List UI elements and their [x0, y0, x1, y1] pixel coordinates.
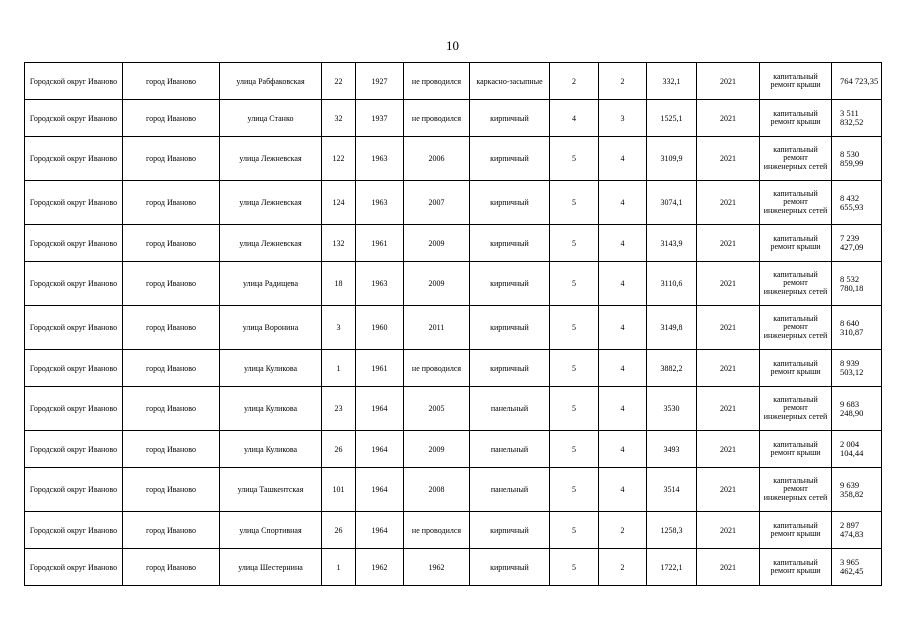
area-cell: 3882,2 [647, 350, 697, 387]
year-built-cell: 1963 [356, 181, 404, 225]
wall-material-cell: кирпичный [470, 262, 550, 306]
area-cell: 1525,1 [647, 100, 697, 137]
wall-material-cell: панельный [470, 431, 550, 468]
table-row [25, 63, 882, 100]
house-number-cell: 124 [322, 181, 356, 225]
cost-cell: 2 897 474,83 [832, 512, 882, 549]
floors-cell: 2 [550, 63, 599, 100]
district-cell: Городской округ Иваново [25, 100, 123, 137]
street-cell: улица Лежневская [220, 137, 322, 181]
wall-material-cell: кирпичный [470, 306, 550, 350]
city-cell: город Иваново [123, 468, 220, 512]
entrances-cell: 3 [599, 100, 647, 137]
wall-material-cell: кирпичный [470, 549, 550, 586]
plan-year-cell: 2021 [697, 225, 760, 262]
house-number-cell: 3 [322, 306, 356, 350]
floors-cell: 5 [550, 350, 599, 387]
entrances-cell: 2 [599, 512, 647, 549]
last-repair-cell: 2009 [404, 262, 470, 306]
street-cell: улица Рабфаковская [220, 63, 322, 100]
plan-year-cell: 2021 [697, 100, 760, 137]
work-type-cell: капитальный ремонт крыши [760, 350, 832, 387]
year-built-cell: 1964 [356, 387, 404, 431]
district-cell: Городской округ Иваново [25, 137, 123, 181]
cost-cell: 3 965 462,45 [832, 549, 882, 586]
street-cell: улица Станко [220, 100, 322, 137]
entrances-cell: 4 [599, 137, 647, 181]
cost-cell: 2 004 104,44 [832, 431, 882, 468]
floors-cell: 4 [550, 100, 599, 137]
entrances-cell: 2 [599, 63, 647, 100]
street-cell: улица Куликова [220, 350, 322, 387]
table-row [25, 468, 882, 512]
plan-year-cell: 2021 [697, 512, 760, 549]
work-type-cell: капитальный ремонт инженерных сетей [760, 137, 832, 181]
plan-year-cell: 2021 [697, 468, 760, 512]
year-built-cell: 1937 [356, 100, 404, 137]
table-row [25, 262, 882, 306]
floors-cell: 5 [550, 306, 599, 350]
street-cell: улица Куликова [220, 387, 322, 431]
cost-cell: 8 432 655,93 [832, 181, 882, 225]
city-cell: город Иваново [123, 137, 220, 181]
wall-material-cell: кирпичный [470, 512, 550, 549]
area-cell: 3109,9 [647, 137, 697, 181]
year-built-cell: 1964 [356, 431, 404, 468]
table-body [25, 63, 882, 586]
house-number-cell: 1 [322, 350, 356, 387]
plan-year-cell: 2021 [697, 181, 760, 225]
city-cell: город Иваново [123, 512, 220, 549]
table-row [25, 137, 882, 181]
plan-year-cell: 2021 [697, 549, 760, 586]
floors-cell: 5 [550, 387, 599, 431]
entrances-cell: 4 [599, 350, 647, 387]
city-cell: город Иваново [123, 549, 220, 586]
district-cell: Городской округ Иваново [25, 549, 123, 586]
cost-cell: 8 939 503,12 [832, 350, 882, 387]
house-number-cell: 122 [322, 137, 356, 181]
district-cell: Городской округ Иваново [25, 181, 123, 225]
table-row [25, 431, 882, 468]
year-built-cell: 1961 [356, 225, 404, 262]
table-row [25, 181, 882, 225]
year-built-cell: 1963 [356, 262, 404, 306]
entrances-cell: 4 [599, 262, 647, 306]
page-number: 10 [446, 38, 459, 53]
street-cell: улица Спортивная [220, 512, 322, 549]
last-repair-cell: 2009 [404, 225, 470, 262]
cost-cell: 8 532 780,18 [832, 262, 882, 306]
work-type-cell: капитальный ремонт крыши [760, 549, 832, 586]
last-repair-cell: не проводился [404, 350, 470, 387]
city-cell: город Иваново [123, 350, 220, 387]
city-cell: город Иваново [123, 63, 220, 100]
house-number-cell: 22 [322, 63, 356, 100]
plan-year-cell: 2021 [697, 306, 760, 350]
district-cell: Городской округ Иваново [25, 468, 123, 512]
floors-cell: 5 [550, 549, 599, 586]
district-cell: Городской округ Иваново [25, 512, 123, 549]
work-type-cell: капитальный ремонт инженерных сетей [760, 306, 832, 350]
house-number-cell: 26 [322, 431, 356, 468]
floors-cell: 5 [550, 225, 599, 262]
last-repair-cell: 2005 [404, 387, 470, 431]
entrances-cell: 2 [599, 549, 647, 586]
year-built-cell: 1963 [356, 137, 404, 181]
table-row [25, 387, 882, 431]
area-cell: 3149,8 [647, 306, 697, 350]
floors-cell: 5 [550, 431, 599, 468]
floors-cell: 5 [550, 137, 599, 181]
cost-cell: 7 239 427,09 [832, 225, 882, 262]
work-type-cell: капитальный ремонт крыши [760, 100, 832, 137]
entrances-cell: 4 [599, 306, 647, 350]
wall-material-cell: кирпичный [470, 100, 550, 137]
area-cell: 1258,3 [647, 512, 697, 549]
last-repair-cell: 2008 [404, 468, 470, 512]
floors-cell: 5 [550, 512, 599, 549]
street-cell: улица Лежневская [220, 225, 322, 262]
district-cell: Городской округ Иваново [25, 63, 123, 100]
last-repair-cell: 2007 [404, 181, 470, 225]
district-cell: Городской округ Иваново [25, 262, 123, 306]
city-cell: город Иваново [123, 262, 220, 306]
house-number-cell: 32 [322, 100, 356, 137]
last-repair-cell: 2009 [404, 431, 470, 468]
floors-cell: 5 [550, 468, 599, 512]
last-repair-cell: 1962 [404, 549, 470, 586]
area-cell: 3074,1 [647, 181, 697, 225]
table-row [25, 306, 882, 350]
city-cell: город Иваново [123, 387, 220, 431]
house-number-cell: 23 [322, 387, 356, 431]
house-number-cell: 26 [322, 512, 356, 549]
year-built-cell: 1961 [356, 350, 404, 387]
cost-cell: 8 530 859,99 [832, 137, 882, 181]
table-row [25, 549, 882, 586]
city-cell: город Иваново [123, 100, 220, 137]
street-cell: улица Куликова [220, 431, 322, 468]
work-type-cell: капитальный ремонт инженерных сетей [760, 262, 832, 306]
work-type-cell: капитальный ремонт крыши [760, 225, 832, 262]
street-cell: улица Воронина [220, 306, 322, 350]
district-cell: Городской округ Иваново [25, 350, 123, 387]
entrances-cell: 4 [599, 468, 647, 512]
work-type-cell: капитальный ремонт инженерных сетей [760, 468, 832, 512]
street-cell: улица Лежневская [220, 181, 322, 225]
plan-year-cell: 2021 [697, 63, 760, 100]
wall-material-cell: панельный [470, 468, 550, 512]
plan-year-cell: 2021 [697, 350, 760, 387]
year-built-cell: 1962 [356, 549, 404, 586]
houses-repair-table [24, 62, 882, 586]
work-type-cell: капитальный ремонт инженерных сетей [760, 181, 832, 225]
wall-material-cell: панельный [470, 387, 550, 431]
area-cell: 3530 [647, 387, 697, 431]
work-type-cell: капитальный ремонт крыши [760, 431, 832, 468]
city-cell: город Иваново [123, 181, 220, 225]
cost-cell: 9 639 358,82 [832, 468, 882, 512]
table-row [25, 100, 882, 137]
area-cell: 1722,1 [647, 549, 697, 586]
street-cell: улица Радищева [220, 262, 322, 306]
area-cell: 3110,6 [647, 262, 697, 306]
entrances-cell: 4 [599, 387, 647, 431]
plan-year-cell: 2021 [697, 262, 760, 306]
district-cell: Городской округ Иваново [25, 306, 123, 350]
wall-material-cell: каркасно-засыпные [470, 63, 550, 100]
last-repair-cell: 2006 [404, 137, 470, 181]
last-repair-cell: 2011 [404, 306, 470, 350]
last-repair-cell: не проводился [404, 63, 470, 100]
cost-cell: 3 511 832,52 [832, 100, 882, 137]
wall-material-cell: кирпичный [470, 181, 550, 225]
district-cell: Городской округ Иваново [25, 387, 123, 431]
entrances-cell: 4 [599, 181, 647, 225]
floors-cell: 5 [550, 181, 599, 225]
street-cell: улица Ташкентская [220, 468, 322, 512]
year-built-cell: 1960 [356, 306, 404, 350]
city-cell: город Иваново [123, 306, 220, 350]
cost-cell: 9 683 248,90 [832, 387, 882, 431]
work-type-cell: капитальный ремонт крыши [760, 63, 832, 100]
district-cell: Городской округ Иваново [25, 225, 123, 262]
house-number-cell: 101 [322, 468, 356, 512]
district-cell: Городской округ Иваново [25, 431, 123, 468]
work-type-cell: капитальный ремонт крыши [760, 512, 832, 549]
plan-year-cell: 2021 [697, 387, 760, 431]
cost-cell: 764 723,35 [832, 63, 882, 100]
year-built-cell: 1964 [356, 512, 404, 549]
entrances-cell: 4 [599, 431, 647, 468]
cost-cell: 8 640 310,87 [832, 306, 882, 350]
house-number-cell: 18 [322, 262, 356, 306]
wall-material-cell: кирпичный [470, 225, 550, 262]
wall-material-cell: кирпичный [470, 350, 550, 387]
last-repair-cell: не проводился [404, 512, 470, 549]
city-cell: город Иваново [123, 431, 220, 468]
city-cell: город Иваново [123, 225, 220, 262]
floors-cell: 5 [550, 262, 599, 306]
table-row [25, 512, 882, 549]
area-cell: 3143,9 [647, 225, 697, 262]
year-built-cell: 1927 [356, 63, 404, 100]
year-built-cell: 1964 [356, 468, 404, 512]
street-cell: улица Шестернина [220, 549, 322, 586]
last-repair-cell: не проводился [404, 100, 470, 137]
area-cell: 3493 [647, 431, 697, 468]
area-cell: 332,1 [647, 63, 697, 100]
house-number-cell: 132 [322, 225, 356, 262]
work-type-cell: капитальный ремонт инженерных сетей [760, 387, 832, 431]
wall-material-cell: кирпичный [470, 137, 550, 181]
plan-year-cell: 2021 [697, 431, 760, 468]
table-row [25, 225, 882, 262]
house-number-cell: 1 [322, 549, 356, 586]
entrances-cell: 4 [599, 225, 647, 262]
table-row [25, 350, 882, 387]
area-cell: 3514 [647, 468, 697, 512]
plan-year-cell: 2021 [697, 137, 760, 181]
